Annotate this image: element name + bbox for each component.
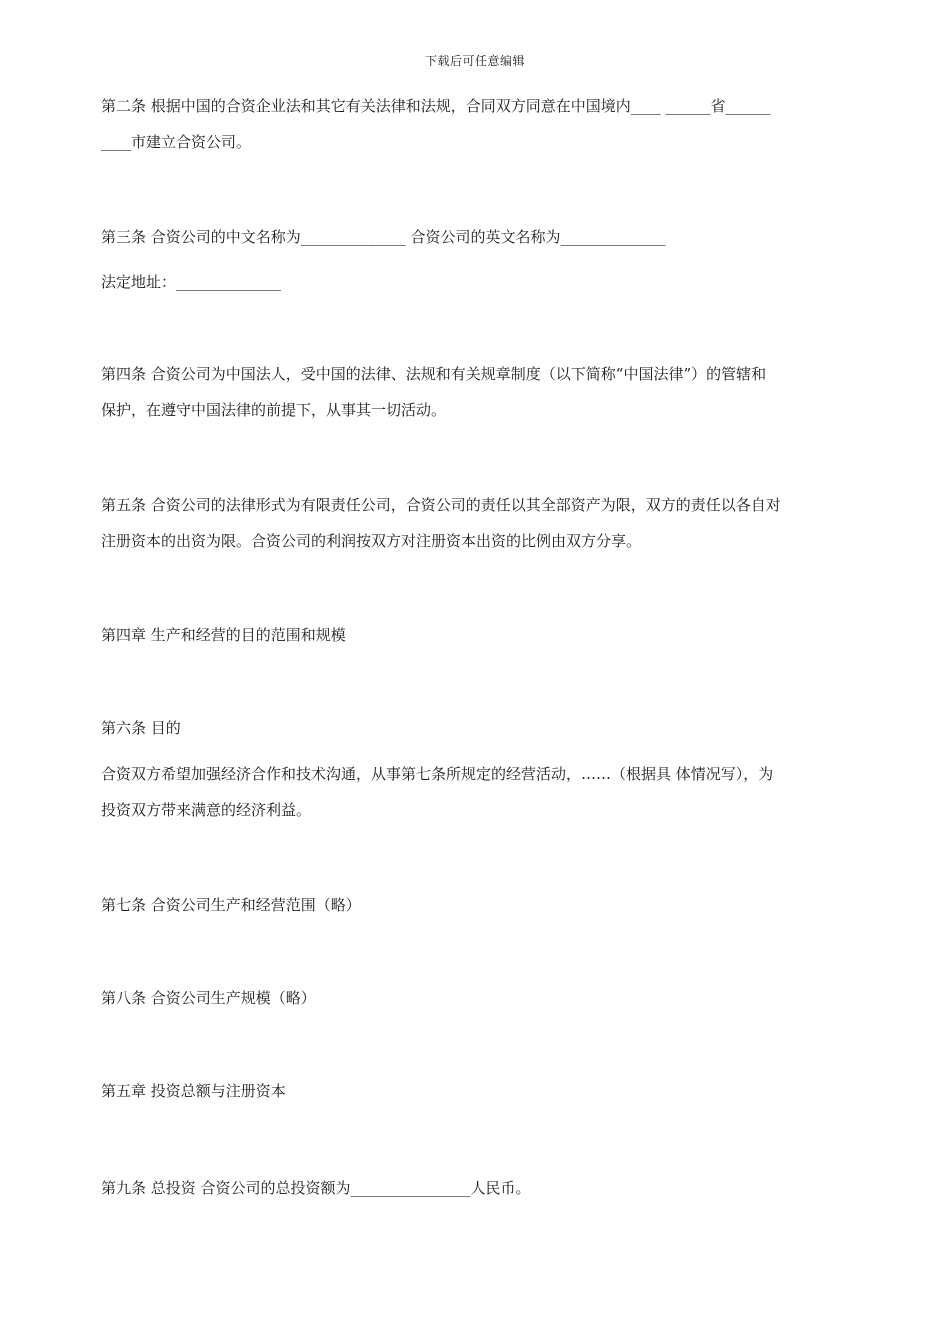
article-7-title-text: 第七条 合资公司生产和经营范围（略） bbox=[101, 896, 361, 914]
article-5-paragraph bbox=[101, 487, 863, 559]
header-note: 下载后可任意编辑 bbox=[424, 54, 525, 68]
article-7-title bbox=[101, 887, 863, 923]
legal-address-line bbox=[101, 264, 863, 300]
article-6-line-2: 投资双方带来满意的经济利益。 bbox=[101, 801, 312, 819]
article-6-paragraph bbox=[101, 756, 863, 828]
article-9-paragraph bbox=[101, 1170, 863, 1206]
article-8-title bbox=[101, 980, 863, 1016]
article-3-line-2: 法定地址：______________ bbox=[101, 273, 282, 291]
article-6-line-1: 合资双方希望加强经济合作和技术沟通，从事第七条所规定的经营活动，……（根据具 体情况写），为 bbox=[101, 765, 774, 783]
article-2-line-2: ____市建立合资公司。 bbox=[101, 133, 252, 151]
article-9-line-1: 第九条 总投资 合资公司的总投资额为________________人民币。 bbox=[101, 1179, 531, 1197]
article-5-line-1: 第五条 合资公司的法律形式为有限责任公司，合资公司的责任以其全部资产为限，双方的责任以各自对 bbox=[101, 496, 781, 514]
article-6-title-text: 第六条 目的 bbox=[101, 719, 181, 737]
article-2-paragraph bbox=[101, 88, 863, 160]
article-4-paragraph bbox=[101, 356, 863, 428]
article-3-line-1: 第三条 合资公司的中文名称为______________ 合资公司的英文名称为______________ bbox=[101, 228, 666, 246]
article-2-line-1: 第二条 根据中国的合资企业法和其它有关法律和法规，合同双方同意在中国境内____ ______省______ bbox=[101, 97, 771, 115]
article-5-line-2: 注册资本的出资为限。合资公司的利润按双方对注册资本出资的比例由双方分享。 bbox=[101, 532, 642, 550]
article-8-title-text: 第八条 合资公司生产规模（略） bbox=[101, 989, 316, 1007]
chapter-5-title-text: 第五章 投资总额与注册资本 bbox=[101, 1082, 286, 1100]
article-3-paragraph bbox=[101, 219, 863, 255]
article-4-line-2: 保护，在遵守中国法律的前提下，从事其一切活动。 bbox=[101, 401, 447, 419]
article-6-title bbox=[101, 710, 863, 746]
chapter-4-title-text: 第四章 生产和经营的目的范围和规模 bbox=[101, 626, 346, 644]
article-4-line-1: 第四条 合资公司为中国法人，受中国的法律、法规和有关规章制度（以下简称“中国法律”）的管辖和 bbox=[101, 365, 767, 383]
chapter-4-title bbox=[101, 617, 863, 653]
chapter-5-title bbox=[101, 1073, 863, 1109]
